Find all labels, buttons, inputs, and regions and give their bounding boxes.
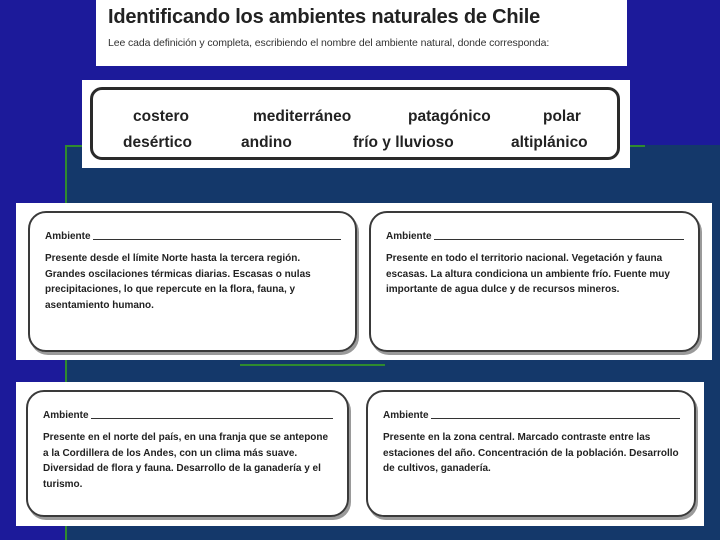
ambiente-card <box>366 390 696 517</box>
page-title: Identificando los ambientes naturales de Chile <box>108 6 541 28</box>
ambiente-label: Ambiente <box>383 410 429 421</box>
ambiente-card <box>28 211 357 352</box>
ambiente-description: Presente en todo el territorio nacional. Vegetación y fauna escasas. La altura condiciona un ambiente frío. Fuente muy importante de agua dulce y de recursos mineros. <box>386 253 670 295</box>
ambiente-card <box>369 211 700 352</box>
ambiente-label: Ambiente <box>386 231 432 242</box>
cards-panel-bottom <box>16 382 704 526</box>
word-mediterraneo: mediterráneo <box>253 108 352 125</box>
ambiente-description: Presente desde el límite Norte hasta la tercera región. Grandes oscilaciones térmicas diarias. Escasas o nulas precipitaciones, lo que repercute en la flora, fauna, y asentamiento humano. <box>45 253 311 311</box>
ambiente-label: Ambiente <box>45 231 91 242</box>
cards-panel-top <box>16 203 712 360</box>
instruction-text: Lee cada definición y completa, escribiendo el nombre del ambiente natural, donde corresponda: <box>108 37 550 49</box>
word-polar: polar <box>543 108 581 125</box>
word-bank <box>90 87 620 160</box>
answer-blank[interactable] <box>91 418 333 419</box>
word-bank-panel <box>82 80 630 168</box>
decorative-horizontal-line <box>240 364 385 366</box>
ambiente-card <box>26 390 349 517</box>
answer-blank[interactable] <box>431 418 680 419</box>
word-costero: costero <box>133 108 189 125</box>
ambiente-label: Ambiente <box>43 410 89 421</box>
answer-blank[interactable] <box>434 239 684 240</box>
word-andino: andino <box>241 134 292 151</box>
word-desertico: desértico <box>123 134 192 151</box>
answer-blank[interactable] <box>93 239 341 240</box>
ambiente-description: Presente en el norte del país, en una franja que se antepone a la Cordillera de los Andes, con un clima más suave. Diversidad de flora y fauna. Desarrollo de la ganadería y el turismo. <box>43 432 329 490</box>
word-altiplanico: altiplánico <box>511 134 588 151</box>
word-frio-y-lluvioso: frío y lluvioso <box>353 134 454 151</box>
ambiente-description: Presente en la zona central. Marcado contraste entre las estaciones del año. Concentración de la población. Desarrollo de cultivos, ganadería. <box>383 432 679 474</box>
word-patagonico: patagónico <box>408 108 491 125</box>
title-panel <box>96 0 627 66</box>
